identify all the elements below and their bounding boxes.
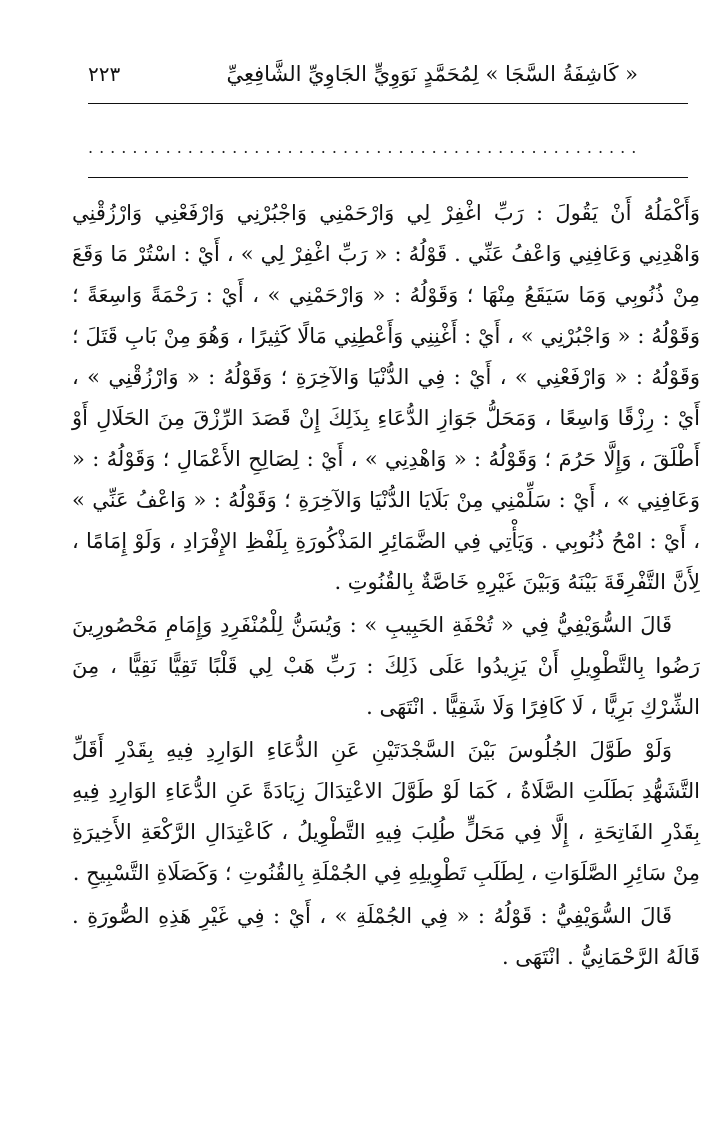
header-rule	[88, 103, 688, 104]
separator-rule	[88, 177, 688, 178]
paragraph-1: وَأَكْمَلُهُ أَنْ يَقُولَ : رَبِّ اغْفِرْ لِي وَارْحَمْنِي وَاجْبُرْنِي وَارْفَعْنِي وَارْزُقْنِي وَاهْدِنِي وَعَافِنِي وَاعْفُ عَنِّي . قَوْلُهُ : « رَبِّ اغْفِرْ لِي » ، أَيْ : اسْتُرْ مَا وَقَعَ مِنْ ذُنُوبِي وَمَا سَيَقَعُ مِنْهَا ؛ وَقَوْلُهُ : « وَارْحَمْنِي » ، أَيْ : رَحْمَةً وَاسِعَةً ؛ وَقَوْلُهُ : « وَاجْبُرْنِي » ، أَيْ : أَغْنِنِي وَأَعْطِنِي مَالًا كَثِيرًا ، وَهُوَ مِنْ بَابِ قَتَلَ ؛ وَقَوْلُهُ : « وَارْفَعْنِي » ، أَيْ : فِي الدُّنْيَا وَالآخِرَةِ ؛ وَقَوْلُهُ : « وَارْزُقْنِي » ، أَيْ : رِزْقًا وَاسِعًا ، وَمَحَلُّ جَوَازِ الدُّعَاءِ بِذَلِكَ إِنْ قَصَدَ الرِّزْقَ مِنَ الحَلَالِ أَوْ أَطْلَقَ ، وَإِلَّا حَرُمَ ؛ وَقَوْلُهُ : « وَاهْدِنِي » ، أَيْ : لِصَالِحِ الأَعْمَالِ ؛ وَقَوْلُهُ : « وَعَافِنِي » ، أَيْ : سَلِّمْنِي مِنْ بَلَايَا الدُّنْيَا وَالآخِرَةِ ؛ وَقَوْلُهُ : « وَاعْفُ عَنِّي » ، أَيْ : امْحُ ذُنُوبِي . وَيَأْتِي فِي الضَّمَائِرِ المَذْكُورَةِ بِلَفْظِ الإِفْرَادِ ، وَلَوْ إِمَامًا ، لِأَنَّ التَّفْرِقَةَ بَيْنَهُ وَبَيْنَ غَيْرِهِ خَاصَّةٌ بِالقُنُوتِ .	[72, 201, 700, 594]
paragraph-4: قَالَ السُّوَيْفِيُّ : قَوْلُهُ : « فِي الجُمْلَةِ » ، أَيْ : فِي غَيْرِ هَذِهِ الصُّورَةِ . قَالَهُ الرَّحْمَانِيُّ . انْتَهَى .	[72, 904, 700, 969]
main-text	[72, 193, 700, 978]
header-title: « كَاشِفَةُ السَّجَا » لِمُحَمَّدٍ نَوَوِيٍّ الجَاوِيِّ الشَّافِعِيِّ	[226, 62, 638, 86]
paragraph-3: وَلَوْ طَوَّلَ الجُلُوسَ بَيْنَ السَّجْدَتَيْنِ عَنِ الدُّعَاءِ الوَارِدِ فِيهِ بِقَدْرِ أَقَلِّ التَّشَهُّدِ بَطَلَتِ الصَّلَاةُ ، كَمَا لَوْ طَوَّلَ الاعْتِدَالَ زِيَادَةً عَنِ الدُّعَاءِ الوَارِدِ فِيهِ بِقَدْرِ الفَاتِحَةِ ، إِلَّا فِي مَحَلٍّ طُلِبَ فِيهِ التَّطْوِيلُ ، كَاعْتِدَالِ الرَّكْعَةِ الأَخِيرَةِ مِنْ سَائِرِ الصَّلَوَاتِ ، لِطَلَبِ تَطْوِيلِهِ فِي الجُمْلَةِ بِالقُنُوتِ ؛ وَكَصَلَاةِ التَّسْبِيحِ .	[72, 738, 700, 885]
dotted-separator: ..................................................	[88, 138, 643, 157]
running-header	[88, 58, 638, 98]
page-number: ٢٢٣	[88, 62, 121, 86]
paragraph-2: قَالَ السُّوَيْفِيُّ فِي « تُحْفَةِ الحَبِيبِ » : وَيُسَنُّ لِلْمُنْفَرِدِ وَإِمَامِ مَحْصُورِينَ رَضُوا بِالتَّطْوِيلِ أَنْ يَزِيدُوا عَلَى ذَلِكَ : رَبِّ هَبْ لِي قَلْبًا تَقِيًّا نَقِيًّا ، مِنَ الشِّرْكِ بَرِيًّا ، لَا كَافِرًا وَلَا شَقِيًّا . انْتَهَى .	[72, 613, 700, 719]
